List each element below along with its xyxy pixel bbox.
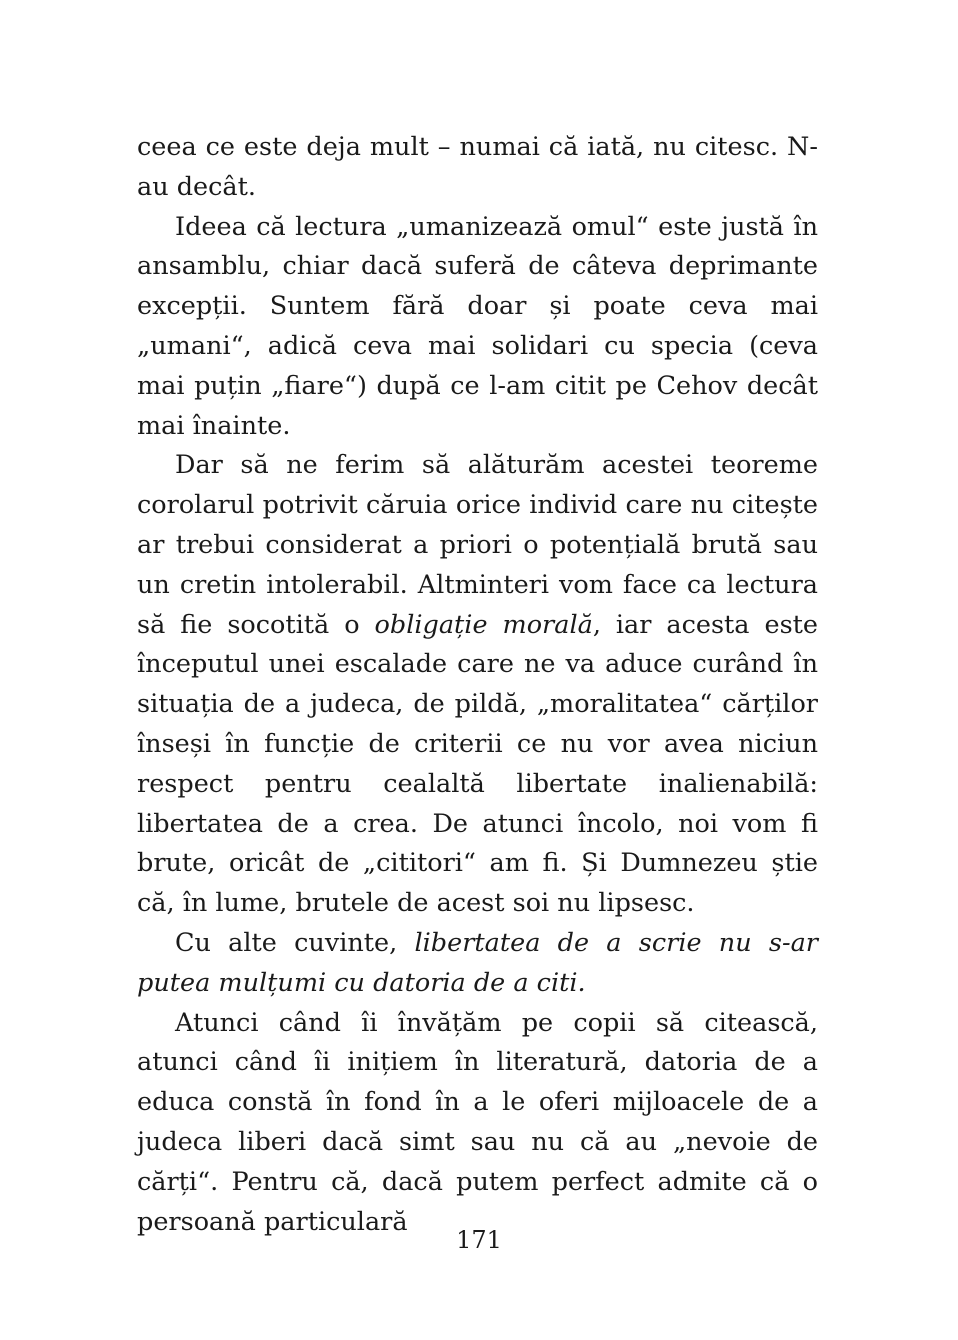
paragraph	[137, 446, 818, 924]
paragraph	[137, 208, 818, 447]
paragraph	[137, 1004, 818, 1243]
text-run: Atunci când îi învățăm pe copii să citească, atunci când îi inițiem în literatură, datoria de a educa constă în fond în a le oferi mijloacele de a judeca liberi dacă simt sau nu că au „nevoie de cărți“. Pentru că, dacă putem perfect admite că o persoană particulară	[137, 1007, 818, 1237]
text-run: , iar acesta este începutul unei escalade care ne va aduce curând în situația de a judeca, de pildă, „moralitatea“ cărților înseși în funcție de criterii ce nu vor avea niciun respect pentru cealaltă libertate inalienabilă: libertatea de a crea. De atunci încolo, noi vom fi brute, oricât de „cititori“ am fi. Și Dumnezeu știe că, în lume, brutele de acest soi nu lipsesc.	[137, 609, 818, 919]
text-run: Dar să ne ferim să alăturăm acestei teoreme corolarul potrivit căruia orice individ care nu citește ar trebui considerat a priori o potențială brută sau un cretin intolerabil. Altminteri vom face ca lectura să fie socotită o	[137, 450, 818, 640]
italic-text: libertatea de a scrie nu s-ar putea mulțumi cu datoria de a citi.	[137, 927, 818, 998]
page-number: 171	[456, 1226, 502, 1254]
paragraph	[137, 924, 818, 1004]
text-run: ceea ce este deja mult – numai că iată, nu citesc. N-au decât.	[137, 132, 818, 202]
text-run: Ideea că lectura „umanizează omul“ este justă în ansamblu, chiar dacă suferă de câteva deprimante excepții. Suntem fără doar și poate ceva mai „umani“, adică ceva mai solidari cu specia (ceva mai puțin „fiare“) după ce l-am citit pe Cehov decât mai înainte.	[137, 211, 818, 441]
text-run: Cu alte cuvinte,	[175, 927, 415, 958]
italic-text: obligație morală	[374, 609, 593, 640]
page-body	[137, 128, 818, 1242]
paragraph	[137, 128, 818, 208]
